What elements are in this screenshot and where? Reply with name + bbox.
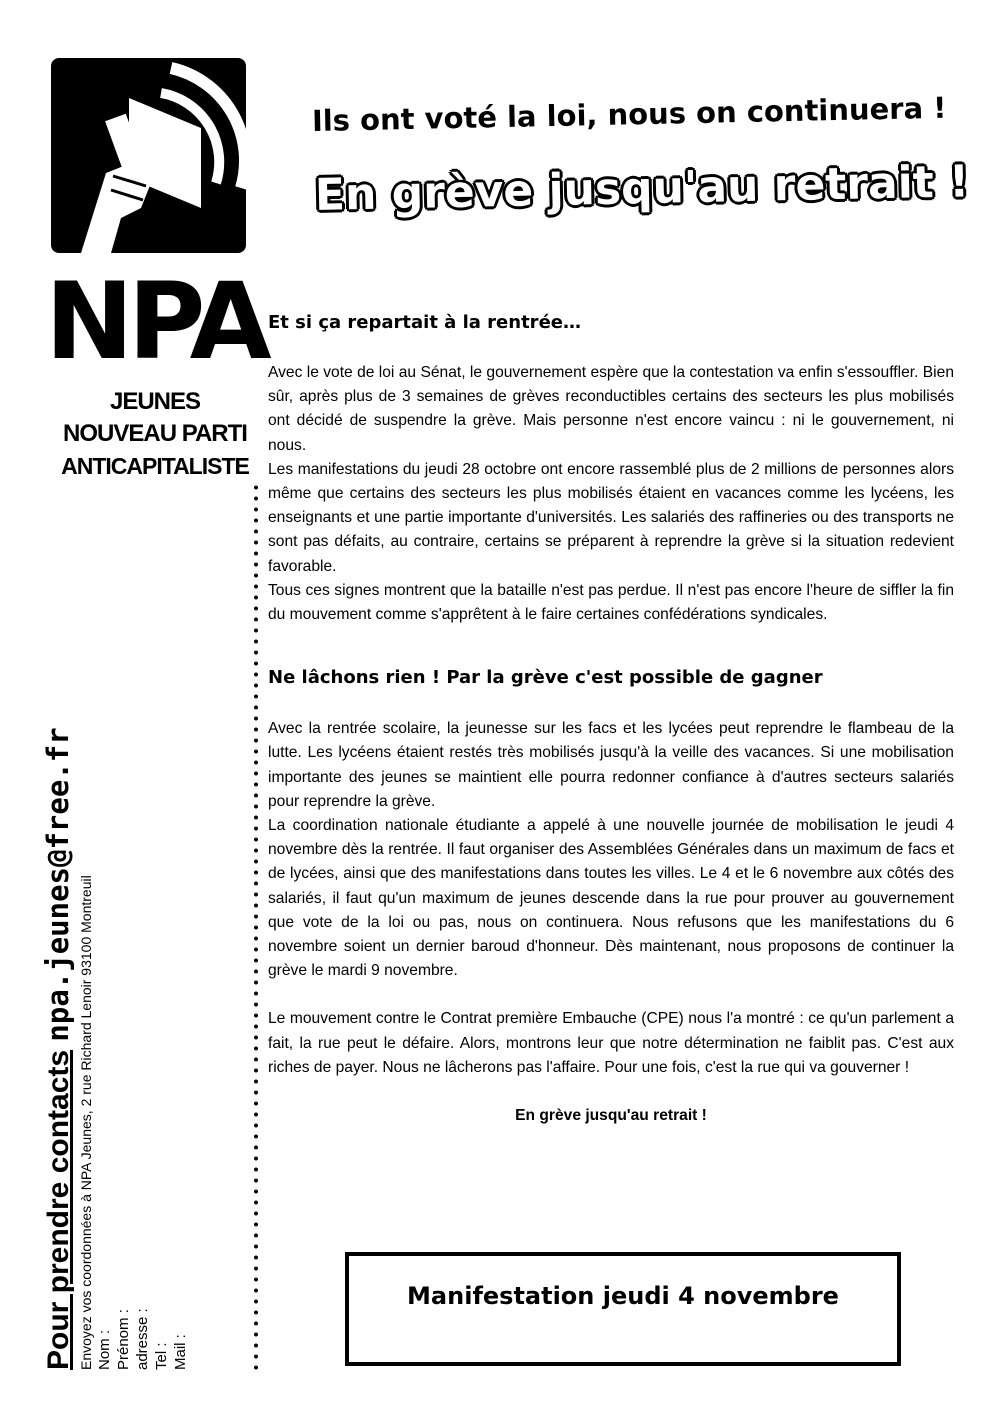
- slogan-banner: En grève jusqu'au retrait !: [314, 156, 970, 221]
- megaphone-fist-icon: [51, 58, 246, 253]
- form-field-nom: Nom :: [96, 1329, 113, 1370]
- paragraph: Les manifestations du jeudi 28 octobre ont encore rassemblé plus de 2 millions de personnes alors même que certains des secteurs les plus mobilisés étaient en vacances comme les lycéens, les enseignants et une partie importante d'universités. Les salariés des raffineries ou des transports ne sont pas défaits, au contraire, certains se préparent à reprendre la grève si la situation redevient favorable.: [268, 460, 954, 575]
- npa-wordmark: NPA: [45, 260, 266, 383]
- contact-coupon: [40, 727, 250, 1370]
- npa-logo: [51, 58, 246, 253]
- paragraph: Avec le vote de loi au Sénat, le gouvernement espère que la contestation va enfin s'essouffler. Bien sûr, après plus de 3 semaines de grèves reconductibles certains des secteurs les plus mobilisés ont décidé de suspendre la grève. Mais personne n'est encore vaincu : ni le gouvernement, ni nous.: [268, 364, 954, 454]
- contact-address: Envoyez vos coordonnées à NPA Jeunes, 2 rue Richard Lenoir 93100 Montreuil: [78, 875, 94, 1370]
- contact-title: Pour prendre contacts: [42, 1049, 75, 1370]
- contact-email[interactable]: npa.jeunes@free.fr: [41, 727, 75, 1042]
- form-field-tel: Tel :: [153, 1342, 170, 1370]
- paragraph: Tous ces signes montrent que la bataille n'est pas perdue. Il n'est pas encore l'heure de siffler la fin du mouvement comme s'apprêtent à le faire certaines confédérations syndicales.: [268, 581, 954, 624]
- paragraph: Le mouvement contre le Contrat première Embauche (CPE) nous l'a montré : ce qu'un parlement a fait, la rue peut le défaire. Alors, montrons leur que notre détermination ne faiblit pas. C'est aux riches de payer. Nous ne lâcherons pas l'affaire. Pour une fois, c'est la rue qui va gouverner !: [268, 1010, 954, 1076]
- form-field-mail: Mail :: [172, 1334, 189, 1370]
- logo-line-nouveau-parti: NOUVEAU PARTI: [63, 420, 247, 447]
- event-box: [345, 1252, 901, 1366]
- headline: Ils ont voté la loi, nous on continuera !: [311, 90, 947, 138]
- form-field-adresse: adresse :: [134, 1308, 151, 1370]
- contact-heading: [40, 727, 77, 1370]
- form-field-prenom: Prénom :: [115, 1309, 132, 1370]
- logo-line-anticapitaliste: ANTICAPITALISTE: [61, 453, 249, 479]
- paragraph: La coordination nationale étudiante a appelé à une nouvelle journée de mobilisation le jeudi 4 novembre dès la rentrée. Il faut organiser des Assemblées Générales dans un maximum de facs et de lycées, ainsi que des manifestations dans toutes les villes. Le 4 et le 6 novembre aux côtés des salariés, il faut qu'un maximum de jeunes descende dans la rue pour prouver au gouvernement que vote de la loi ou pas, nous on continuera. Nous refusons que les manifestations du 6 novembre soient un dernier baroud d'honneur. Dès maintenant, nous proposons de continuer la grève le mardi 9 novembre.: [268, 817, 954, 980]
- dotted-cut-line: [253, 482, 259, 1370]
- section-heading: Ne lâchons rien ! Par la grève c'est possible de gagner: [268, 667, 823, 689]
- event-title: Manifestation jeudi 4 novembre: [407, 1282, 839, 1310]
- article-body: [268, 308, 954, 1128]
- section-heading: Et si ça repartait à la rentrée…: [268, 312, 581, 333]
- logo-line-jeunes: JEUNES: [109, 388, 201, 415]
- paragraph: Avec la rentrée scolaire, la jeunesse sur les facs et les lycées peut reprendre le flambeau de la lutte. Les lycéens étaient restés très mobilisés jusqu'à la veille des vacances. Si une mobilisation importante des jeunes se maintient elle pourra redonner confiance à d'autres secteurs salariés pour reprendre la grève.: [268, 720, 954, 810]
- closing-slogan: En grève jusqu'au retrait !: [515, 1107, 707, 1125]
